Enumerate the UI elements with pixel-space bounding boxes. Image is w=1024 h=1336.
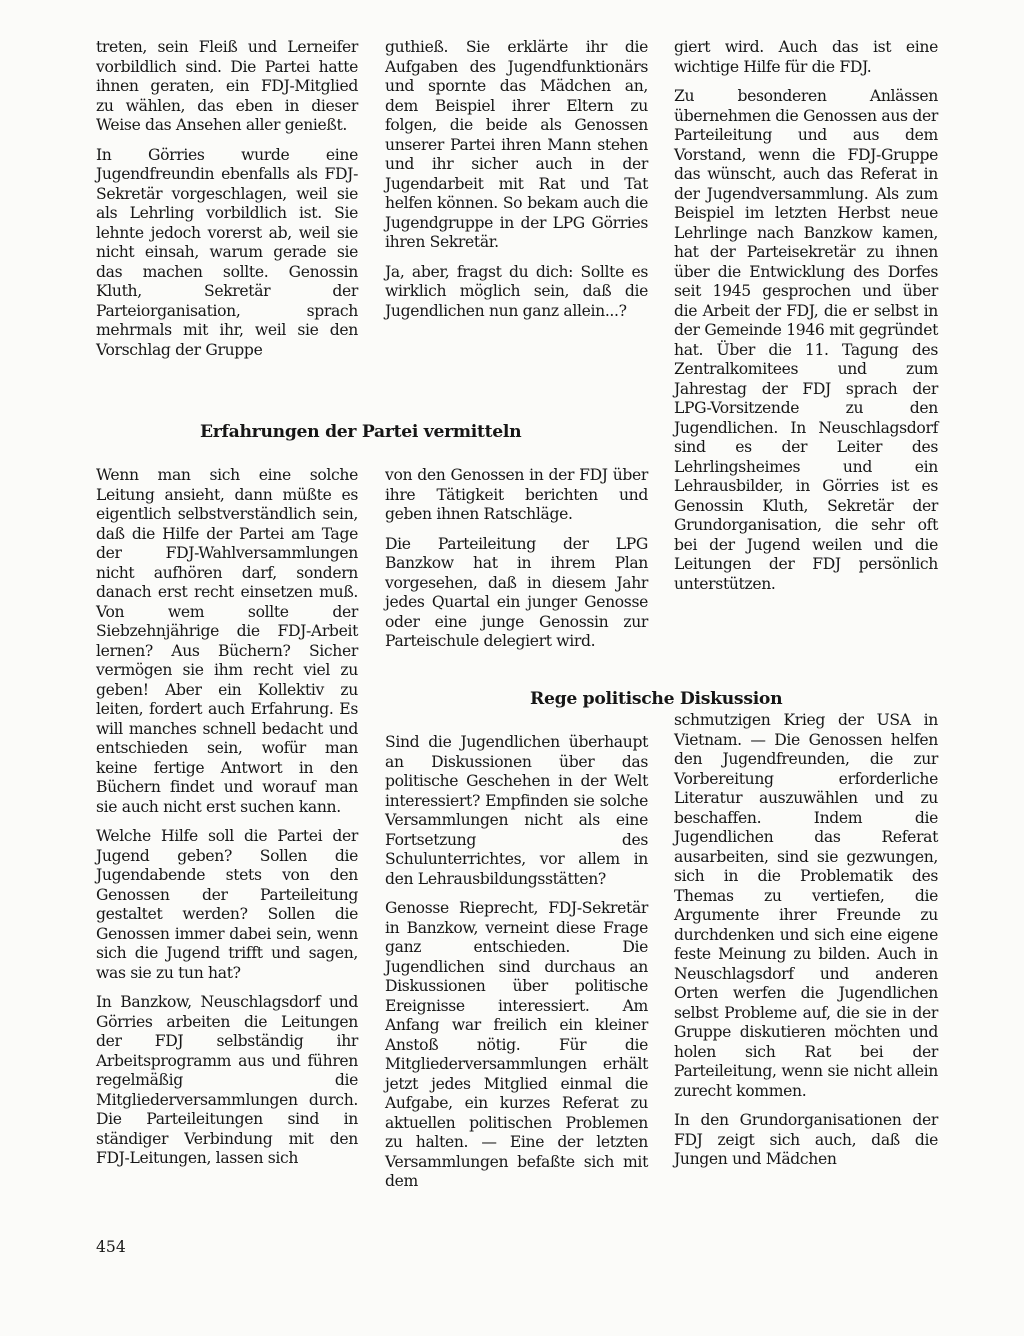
paragraph: In Görries wurde eine Jugendfreundin ebenfalls als FDJ-Sekretär vorgeschlagen, weil sie als Lehrling vorbildlich ist. Sie lehnte jedoch vorerst ab, weil sie nicht einsah, warum gerade sie das machen sollte. Genossin Kluth, Sekretär der Parteiorganisation, sprach mehrmals mit ihr, weil sie den Vorschlag der Gruppe <box>96 145 358 359</box>
section2-column-right <box>674 711 938 1170</box>
paragraph: Genosse Rieprecht, FDJ-Sekretär in Banzkow, verneint diese Frage ganz entschieden. Die Jugendlichen sind durchaus an Diskussionen über politische Ereignisse interessiert. Am Anfang war freilich ein kleiner Anstoß nötig. Für die Mitgliederversammlungen erhält jetzt jedes Mitglied einmal die Aufgabe, ein kurzes Referat zu aktuellen politischen Problemen zu halten. — Eine der letzten Versammlungen befaßte sich mit dem <box>385 899 648 1190</box>
top-column-left <box>96 38 358 360</box>
right-column <box>674 38 938 594</box>
section1-column-middle <box>385 466 648 652</box>
section1-column-left <box>96 466 358 1169</box>
paragraph: von den Genossen in der FDJ über ihre Tätigkeit berichten und geben ihnen Ratschläge. <box>385 466 648 523</box>
paragraph: guthieß. Sie erklärte ihr die Aufgaben des Jugendfunktionärs und spornte das Mädchen an, dem Beispiel ihrer Eltern zu folgen, die beide als Genossen unserer Partei ihren Mann stehen und ihr sicher auch in der Jugendarbeit mit Rat und Tat helfen können. So bekam auch die Jugendgruppe in der LPG Görries ihren Sekretär. <box>385 38 648 251</box>
paragraph: giert wird. Auch das ist eine wichtige Hilfe für die FDJ. <box>674 38 938 76</box>
section-heading-diskussion: Rege politische Diskussion <box>530 689 783 709</box>
paragraph: treten, sein Fleiß und Lerneifer vorbildlich sind. Die Partei hatte ihnen geraten, ein FDJ-Mitglied zu wählen, das eben in dieser Weise das Ansehen aller genießt. <box>96 38 358 134</box>
paragraph: Ja, aber, fragst du dich: Sollte es wirklich möglich sein, daß die Jugendlichen nun ganz allein...? <box>385 262 648 320</box>
paragraph: Zu besonderen Anlässen übernehmen die Genossen aus der Parteileitung und aus dem Vorstand, wenn die FDJ-Gruppe das wünscht, auch das Referat in der Jugendversammlung. Als zum Beispiel im letzten Herbst neue Lehrlinge nach Banzkow kamen, hat der Parteisekretär zu ihnen über die Entwicklung des Dorfes seit 1945 gesprochen und über die Arbeit der FDJ, die er selbst in der Gemeinde 1946 mit gegründet hat. Über die 11. Tagung des Zentralkomitees und zum Jahrestag der FDJ sprach der LPG-Vorsitzende zu den Jugendlichen. In Neuschlagsdorf sind es der Leiter des Lehrlingsheimes und ein Lehrausbilder, in Görries ist es Genossin Kluth, Sekretär der Grundorganisation, die sehr oft bei der Jugend weilen und die Leitungen der FDJ persönlich unterstützen. <box>674 87 938 593</box>
paragraph: In Banzkow, Neuschlagsdorf und Görries arbeiten die Leitungen der FDJ selbständig ihr Arbeitsprogramm aus und führen regelmäßig die Mitgliederversammlungen durch. Die Parteileitungen sind in ständiger Verbindung mit den FDJ-Leitungen, lassen sich <box>96 993 358 1167</box>
paragraph: In den Grundorganisationen der FDJ zeigt sich auch, daß die Jungen und Mädchen <box>674 1111 938 1168</box>
paragraph: Sind die Jugendlichen überhaupt an Diskussionen über das politische Geschehen in der Welt interessiert? Empfinden sie solche Versammlungen nicht als eine Fortsetzung des Schulunterrichtes, vor allem in den Lehrausbildungsstätten? <box>385 733 648 888</box>
top-column-middle <box>385 38 648 321</box>
paragraph: Die Parteileitung der LPG Banzkow hat in ihrem Plan vorgesehen, daß in diesem Jahr jedes Quartal ein junger Genosse oder eine junge Genossin zur Parteischule delegiert wird. <box>385 534 648 650</box>
page-number: 454 <box>96 1238 126 1256</box>
paragraph: Wenn man sich eine solche Leitung ansieht, dann müßte es eigentlich selbstverständlich sein, daß die Hilfe der Partei am Tage der FDJ-Wahlversammlungen nicht aufhören darf, sondern danach erst recht einsetzen muß. Von wem sollte der Siebzehnjährige die FDJ-Arbeit lernen? Aus Büchern? Sicher vermögen sie ihm recht viel zu geben! Aber ein Kollektiv zu leiten, fordert auch Erfahrung. Es will manches schnell bedacht und entschieden sein, wofür man keine fertige Antwort in den Büchern findet und worauf man sie auch nicht erst suchen kann. <box>96 466 358 816</box>
section-heading-erfahrungen: Erfahrungen der Partei vermitteln <box>200 422 522 442</box>
paragraph: schmutzigen Krieg der USA in Vietnam. — Die Genossen helfen den Jugendfreunden, die zur Vorbereitung erforderliche Literatur auszuwählen und zu beschaffen. Indem die Jugendlichen das Referat ausarbeiten, sind sie gezwungen, sich in die Problematik des Themas zu vertiefen, die Argumente ihrer Freunde zu durchdenken und sich eine eigene feste Meinung zu bilden. Auch in Neuschlagsdorf und anderen Orten werfen die Jugendlichen selbst Probleme auf, die sie in der Gruppe diskutieren möchten und holen sich Rat bei der Parteileitung, wenn sie nicht allein zurecht kommen. <box>674 711 938 1100</box>
paragraph: Welche Hilfe soll die Partei der Jugend geben? Sollen die Jugendabende stets von den Genossen der Parteileitung gestaltet werden? Sollen die Genossen immer dabei sein, wenn sich die Jugend trifft und sagen, was sie zu tun hat? <box>96 827 358 982</box>
section2-column-middle <box>385 733 648 1192</box>
